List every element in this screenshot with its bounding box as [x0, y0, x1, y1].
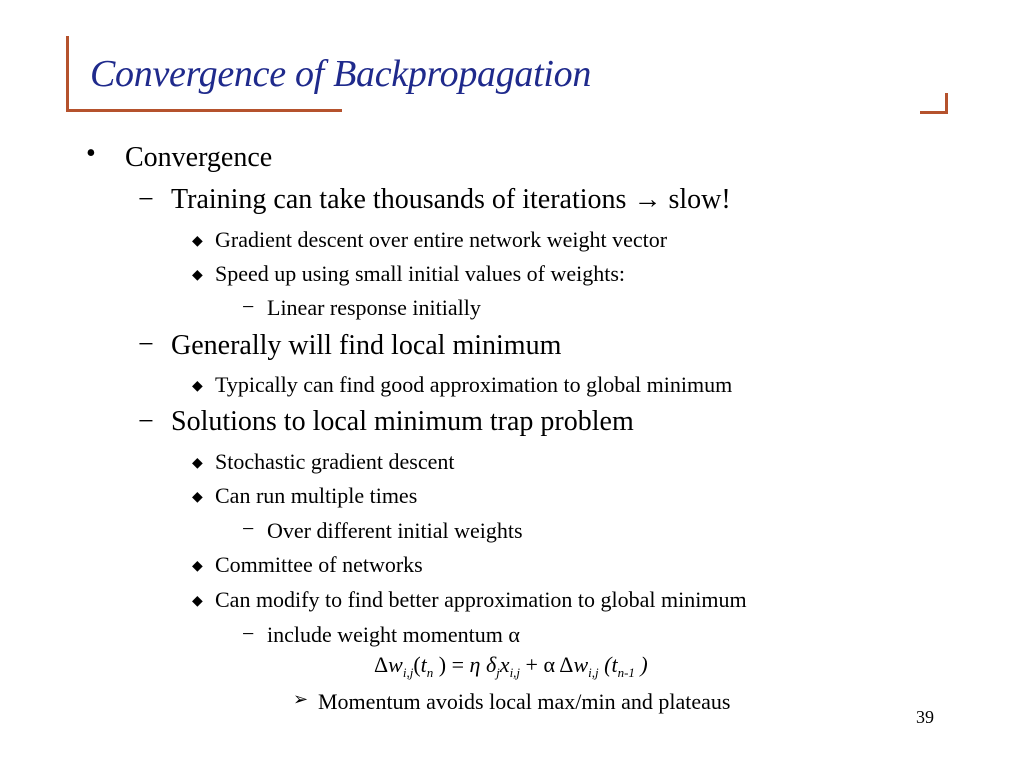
bullet-local-minimum: Generally will find local minimum: [171, 330, 562, 361]
formula-eta: η: [469, 652, 481, 677]
title-frame-bottom: [66, 109, 342, 112]
formula-w2: w: [573, 652, 589, 677]
title-frame-left: [66, 36, 69, 112]
bullet-modify: Can modify to find better approximation to global minimum: [215, 587, 747, 612]
dash-icon: −: [242, 516, 255, 541]
dash-icon: −: [138, 329, 154, 360]
formula-delta: Δ: [374, 652, 389, 677]
formula-small-delta: δ: [485, 652, 497, 677]
formula-open-paren2: (: [598, 652, 612, 677]
dash-icon: −: [242, 294, 255, 319]
page-number: 39: [916, 707, 934, 727]
formula-plus-alpha: + α: [520, 652, 560, 677]
formula-sub-ij2: i,j: [588, 665, 599, 680]
diamond-bullet-icon: ◆: [192, 490, 203, 505]
slide-title: Convergence of Backpropagation: [90, 53, 592, 95]
bullet-momentum-alpha: include weight momentum α: [267, 622, 520, 647]
formula-sub-n: n: [426, 665, 434, 680]
formula-sub-n1: n-1: [617, 665, 635, 680]
bullet-speed-up: Speed up using small initial values of weights:: [215, 261, 626, 286]
diamond-bullet-icon: ◆: [192, 559, 203, 574]
bullet-linear-response: Linear response initially: [267, 295, 481, 320]
formula-t2: t: [611, 652, 618, 677]
bullet-committee: Committee of networks: [215, 552, 423, 577]
formula-open-paren: (: [413, 652, 421, 677]
dash-icon: −: [138, 406, 154, 437]
bullet-multiple-times: Can run multiple times: [215, 483, 418, 508]
formula-close-paren: ): [634, 652, 648, 677]
arrowhead-bullet-icon: ➢: [293, 689, 309, 709]
formula-equals: ) =: [433, 652, 470, 677]
dash-icon: −: [242, 621, 255, 646]
bullet-gradient-descent: Gradient descent over entire network weight vector: [215, 227, 668, 252]
diamond-bullet-icon: ◆: [192, 594, 203, 609]
diamond-bullet-icon: ◆: [192, 234, 203, 249]
bullet-stochastic: Stochastic gradient descent: [215, 449, 455, 474]
formula-w: w: [388, 652, 403, 677]
diamond-bullet-icon: ◆: [192, 379, 203, 394]
bullet-solutions: Solutions to local minimum trap problem: [171, 406, 634, 437]
formula-sub-ij-x: i,j: [509, 665, 521, 680]
bullet-good-approximation: Typically can find good approximation to global minimum: [215, 372, 733, 397]
diamond-bullet-icon: ◆: [192, 268, 203, 283]
bullet-training-iterations: Training can take thousands of iterations → slow!: [171, 184, 731, 215]
bullet-dot-icon: •: [86, 138, 96, 169]
diamond-bullet-icon: ◆: [192, 456, 203, 471]
formula-x: x: [499, 652, 510, 677]
formula-sub-j: j: [496, 665, 500, 680]
bullet-momentum-avoids: Momentum avoids local max/min and plateaus: [318, 689, 731, 714]
formula-sub-ij: i,j: [402, 665, 414, 680]
formula-t: t: [420, 652, 427, 677]
formula-delta2: Δ: [559, 652, 574, 677]
bullet-convergence: Convergence: [125, 142, 273, 173]
bullet-initial-weights: Over different initial weights: [267, 518, 523, 543]
corner-frame-horizontal: [920, 111, 948, 114]
momentum-formula: [374, 652, 648, 681]
dash-icon: −: [138, 184, 154, 215]
